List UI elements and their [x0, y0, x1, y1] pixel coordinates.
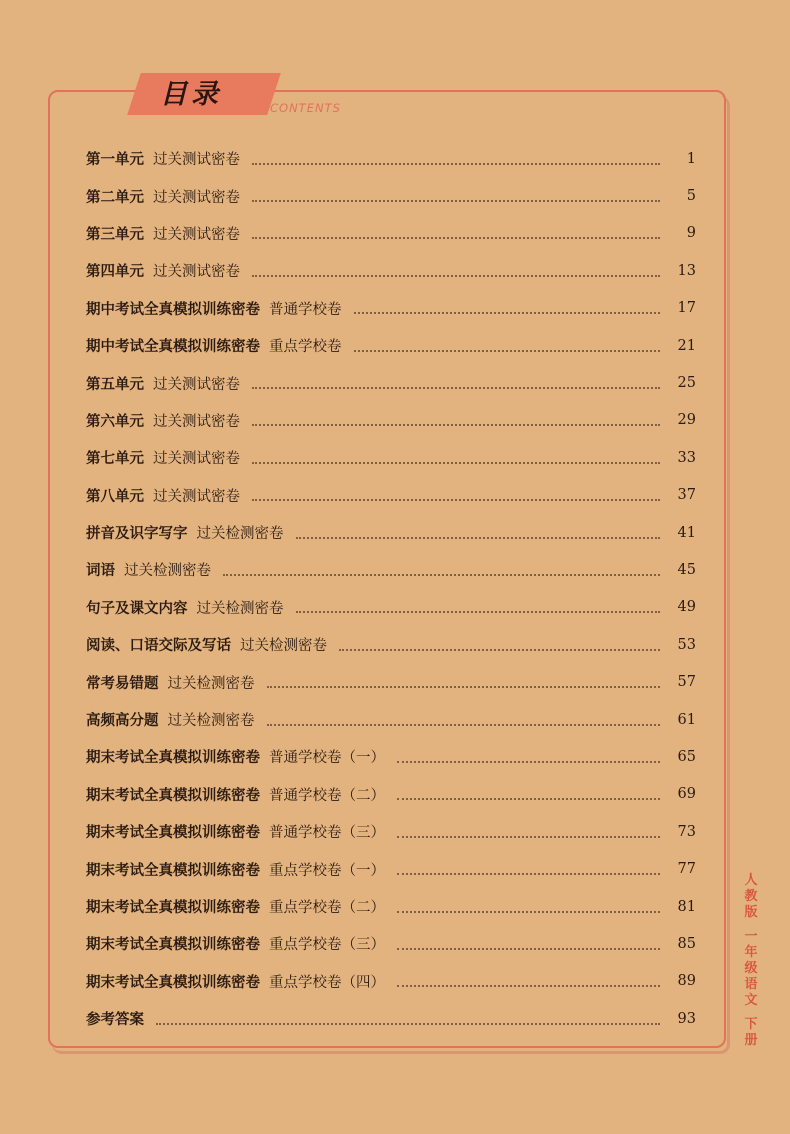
toc-page-number: 45: [677, 561, 696, 578]
toc-entry-title: 阅读、口语交际及写话: [86, 637, 231, 655]
toc-entry[interactable]: [86, 177, 696, 214]
toc-entry-title: 期末考试全真模拟训练密卷: [86, 861, 260, 879]
dot-leader: [267, 724, 661, 726]
toc-entry[interactable]: [86, 663, 696, 700]
toc-entry-title: 期末考试全真模拟训练密卷: [86, 824, 260, 842]
toc-page-number: 9: [686, 225, 696, 242]
toc-page-number: 81: [677, 898, 696, 915]
toc-entry[interactable]: [86, 626, 696, 663]
toc-entry-title: 第八单元: [86, 487, 144, 505]
toc-entry-subtitle: 普通学校卷（二）: [269, 787, 385, 804]
toc-entry[interactable]: [86, 140, 696, 177]
toc-entry-subtitle: 普通学校卷（一）: [269, 750, 385, 767]
side-grade-subject: 一 年 级 语 文: [744, 929, 758, 1008]
toc-entry-subtitle: 重点学校卷（三）: [269, 937, 385, 954]
toc-entry-subtitle: 过关检测密卷: [196, 600, 284, 617]
side-publisher: 人 教 版: [744, 873, 758, 920]
dot-leader: [156, 1023, 660, 1025]
toc-entry-title: 参考答案: [86, 1011, 144, 1029]
toc-entry[interactable]: [86, 290, 696, 327]
dot-leader: [267, 686, 661, 688]
toc-entry-subtitle: 过关测试密卷: [153, 189, 240, 206]
toc-page-number: 41: [677, 524, 696, 541]
toc-page-number: 65: [677, 748, 696, 765]
dot-leader: [397, 985, 660, 987]
dot-leader: [397, 948, 660, 950]
toc-entry[interactable]: [86, 477, 696, 514]
toc-entry-title: 高频高分题: [86, 712, 159, 730]
toc-entry[interactable]: [86, 439, 696, 476]
toc-page-number: 85: [677, 935, 696, 952]
toc-entry-subtitle: 过关测试密卷: [153, 451, 240, 468]
toc-entry-title: 第一单元: [86, 151, 144, 169]
toc-entry[interactable]: [86, 925, 696, 962]
toc-entry-subtitle: 过关检测密卷: [240, 638, 327, 655]
toc-page-number: 93: [677, 1010, 696, 1027]
dot-leader: [397, 761, 660, 763]
toc-entry-subtitle: 过关测试密卷: [153, 152, 240, 169]
dot-leader: [223, 574, 660, 576]
toc-entry-title: 期中考试全真模拟训练密卷: [86, 300, 260, 318]
dot-leader: [397, 798, 660, 800]
dot-leader: [252, 462, 660, 464]
toc-entry-subtitle: 普通学校卷: [269, 301, 342, 318]
toc-entry-title: 期末考试全真模拟训练密卷: [86, 899, 260, 916]
toc-entry-subtitle: 过关检测密卷: [167, 713, 255, 730]
toc-entry[interactable]: [86, 215, 696, 252]
toc-page-number: 61: [677, 711, 696, 728]
toc-entry-title: 第六单元: [86, 412, 144, 430]
side-label: [741, 873, 761, 1049]
toc-page-number: 17: [677, 300, 696, 317]
dot-leader: [354, 312, 661, 314]
contents-subtitle: CONTENTS: [270, 101, 341, 115]
dot-leader: [252, 275, 660, 277]
toc-entry[interactable]: [86, 776, 696, 813]
toc-entry-subtitle: 过关测试密卷: [153, 376, 240, 393]
toc-entry-subtitle: 普通学校卷（三）: [269, 825, 385, 842]
dot-leader: [252, 424, 660, 426]
toc-entry[interactable]: [86, 514, 696, 551]
toc-entry-subtitle: 过关测试密卷: [153, 264, 240, 281]
toc-page-number: 77: [677, 861, 696, 878]
dot-leader: [339, 649, 660, 651]
toc-page-number: 49: [677, 599, 696, 616]
toc-entry-title: 期末考试全真模拟训练密卷: [86, 973, 260, 991]
toc-entry-title: 句子及课文内容: [86, 599, 188, 617]
side-volume: 下 册: [744, 1017, 758, 1048]
toc-entry-title: 词语: [86, 562, 115, 580]
toc-entry-title: 期末考试全真模拟训练密卷: [86, 786, 260, 804]
toc-list: [86, 140, 696, 1037]
page-title: 目录: [160, 79, 222, 110]
toc-entry[interactable]: [86, 252, 696, 289]
toc-entry-title: 拼音及识字写字: [86, 525, 188, 543]
toc-entry[interactable]: [86, 963, 696, 1000]
dot-leader: [252, 499, 660, 501]
toc-page-number: 5: [686, 188, 696, 205]
toc-entry[interactable]: [86, 589, 696, 626]
toc-page-number: 57: [677, 674, 696, 691]
dot-leader: [296, 537, 661, 539]
toc-page-number: 37: [677, 487, 696, 504]
toc-entry-subtitle: 重点学校卷（一）: [269, 862, 385, 879]
toc-entry-subtitle: 过关检测密卷: [124, 563, 211, 580]
toc-entry-title: 期末考试全真模拟训练密卷: [86, 749, 260, 767]
dot-leader: [397, 836, 660, 838]
toc-entry-title: 第二单元: [86, 188, 144, 206]
toc-entry-title: 第三单元: [86, 225, 144, 243]
toc-entry[interactable]: [86, 1000, 696, 1037]
toc-entry[interactable]: [86, 402, 696, 439]
toc-page-number: 73: [677, 823, 696, 840]
toc-entry-subtitle: 过关检测密卷: [196, 526, 284, 543]
toc-entry[interactable]: [86, 551, 696, 588]
toc-entry[interactable]: [86, 327, 696, 364]
toc-page-number: 53: [677, 636, 696, 653]
toc-entry-subtitle: 重点学校卷: [269, 339, 342, 356]
toc-entry-title: 常考易错题: [86, 674, 159, 692]
dot-leader: [296, 611, 661, 613]
dot-leader: [397, 911, 660, 913]
toc-page-number: 89: [677, 973, 696, 990]
toc-entry[interactable]: [86, 888, 696, 925]
toc-page-number: 1: [686, 150, 696, 167]
toc-entry-subtitle: 过关测试密卷: [153, 488, 240, 505]
toc-page-number: 29: [677, 412, 696, 429]
dot-leader: [397, 873, 660, 875]
toc-entry-title: 第四单元: [86, 263, 144, 281]
toc-entry-title: 期中考试全真模拟训练密卷: [86, 338, 260, 356]
dot-leader: [354, 350, 661, 352]
dot-leader: [252, 387, 660, 389]
toc-page-number: 33: [677, 449, 696, 466]
toc-entry[interactable]: [86, 701, 696, 738]
toc-page-number: 21: [677, 337, 696, 354]
toc-entry-subtitle: 重点学校卷（二）: [269, 900, 385, 916]
toc-page-number: 25: [677, 375, 696, 392]
toc-entry[interactable]: [86, 364, 696, 401]
toc-entry-title: 第七单元: [86, 450, 144, 468]
toc-entry[interactable]: [86, 813, 696, 850]
toc-entry[interactable]: [86, 738, 696, 775]
toc-entry-subtitle: 过关测试密卷: [153, 413, 240, 430]
toc-entry-title: 期末考试全真模拟训练密卷: [86, 936, 260, 954]
toc-entry[interactable]: [86, 850, 696, 887]
toc-entry-subtitle: 过关检测密卷: [167, 675, 255, 692]
toc-page-number: 69: [677, 786, 696, 803]
dot-leader: [252, 200, 660, 202]
dot-leader: [252, 237, 660, 239]
dot-leader: [252, 163, 660, 165]
toc-entry-title: 第五单元: [86, 375, 144, 393]
toc-entry-subtitle: 过关测试密卷: [153, 226, 240, 243]
toc-page-number: 13: [677, 262, 696, 279]
toc-entry-subtitle: 重点学校卷（四）: [269, 974, 385, 991]
